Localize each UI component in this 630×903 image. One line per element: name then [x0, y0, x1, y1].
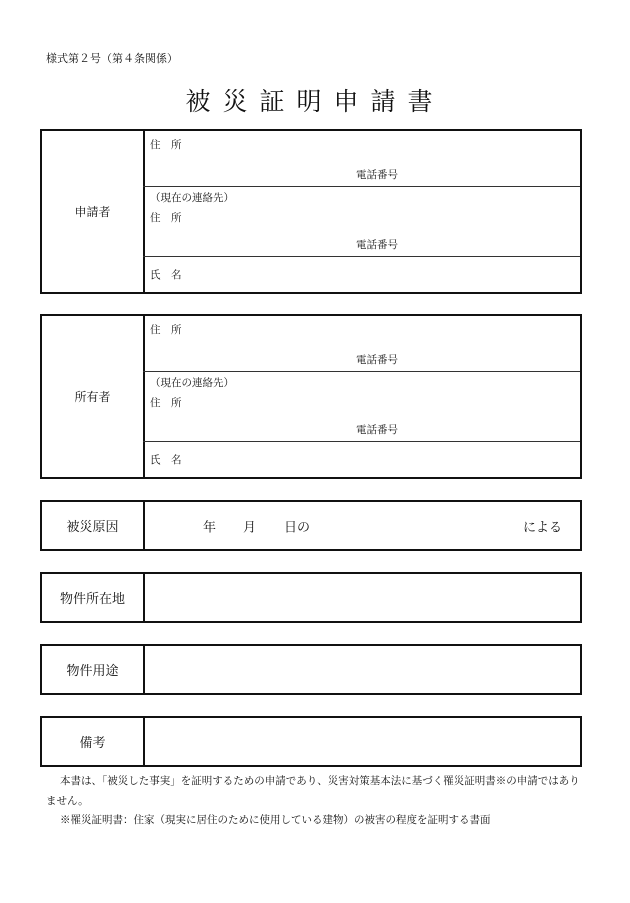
cause-year-label: 年: [203, 520, 217, 535]
owner-section: [40, 314, 582, 479]
owner-phone-label: 電話番号: [356, 354, 398, 366]
cause-day-label: 日の: [284, 520, 311, 535]
cause-by-label: による: [523, 520, 563, 535]
applicant-phone-label: 電話番号: [356, 169, 398, 181]
cause-month-label: 月: [243, 520, 257, 535]
property-location-field[interactable]: [143, 574, 580, 621]
applicant-address-label: 住 所: [150, 139, 182, 151]
property-use-field[interactable]: [143, 646, 580, 693]
property-location-label: 物件所在地: [42, 574, 145, 621]
remarks-section: [40, 716, 582, 767]
property-use-section: [40, 644, 582, 695]
applicant-label: 申請者: [42, 131, 145, 292]
applicant-address-field[interactable]: [143, 131, 580, 187]
page-title: 被災証明申請書: [185, 87, 445, 116]
property-use-label: 物件用途: [42, 646, 145, 693]
owner-phone2-label: 電話番号: [356, 424, 398, 436]
note-definition: ※罹災証明書：住家（現実に居住のために使用している建物）の被害の程度を証明する書面: [60, 814, 491, 826]
owner-current-contact-label: （現在の連絡先）: [150, 377, 234, 389]
applicant-fields: [143, 131, 580, 292]
applicant-address2-label: 住 所: [150, 212, 182, 224]
applicant-contact-field[interactable]: [143, 186, 580, 257]
applicant-phone2-label: 電話番号: [356, 239, 398, 251]
cause-field[interactable]: [143, 502, 580, 549]
owner-label: 所有者: [42, 316, 145, 477]
cause-label: 被災原因: [42, 502, 145, 549]
owner-fields: [143, 316, 580, 477]
applicant-name-field[interactable]: [143, 256, 580, 292]
owner-address2-label: 住 所: [150, 397, 182, 409]
property-location-section: [40, 572, 582, 623]
owner-name-label: 氏 名: [150, 454, 182, 466]
applicant-name-label: 氏 名: [150, 269, 182, 281]
form-number: 様式第２号（第４条関係）: [46, 52, 178, 65]
remarks-field[interactable]: [143, 718, 580, 765]
owner-contact-field[interactable]: [143, 371, 580, 442]
applicant-section: [40, 129, 582, 294]
remarks-label: 備考: [42, 718, 145, 765]
owner-address-field[interactable]: [143, 316, 580, 372]
owner-name-field[interactable]: [143, 441, 580, 477]
owner-address-label: 住 所: [150, 324, 182, 336]
cause-section: [40, 500, 582, 551]
note-disclaimer: 本書は、「被災した事実」を証明するための申請であり、災害対策基本法に基づく罹災証明書※の申請ではありません。: [46, 775, 580, 807]
applicant-current-contact-label: （現在の連絡先）: [150, 192, 234, 204]
